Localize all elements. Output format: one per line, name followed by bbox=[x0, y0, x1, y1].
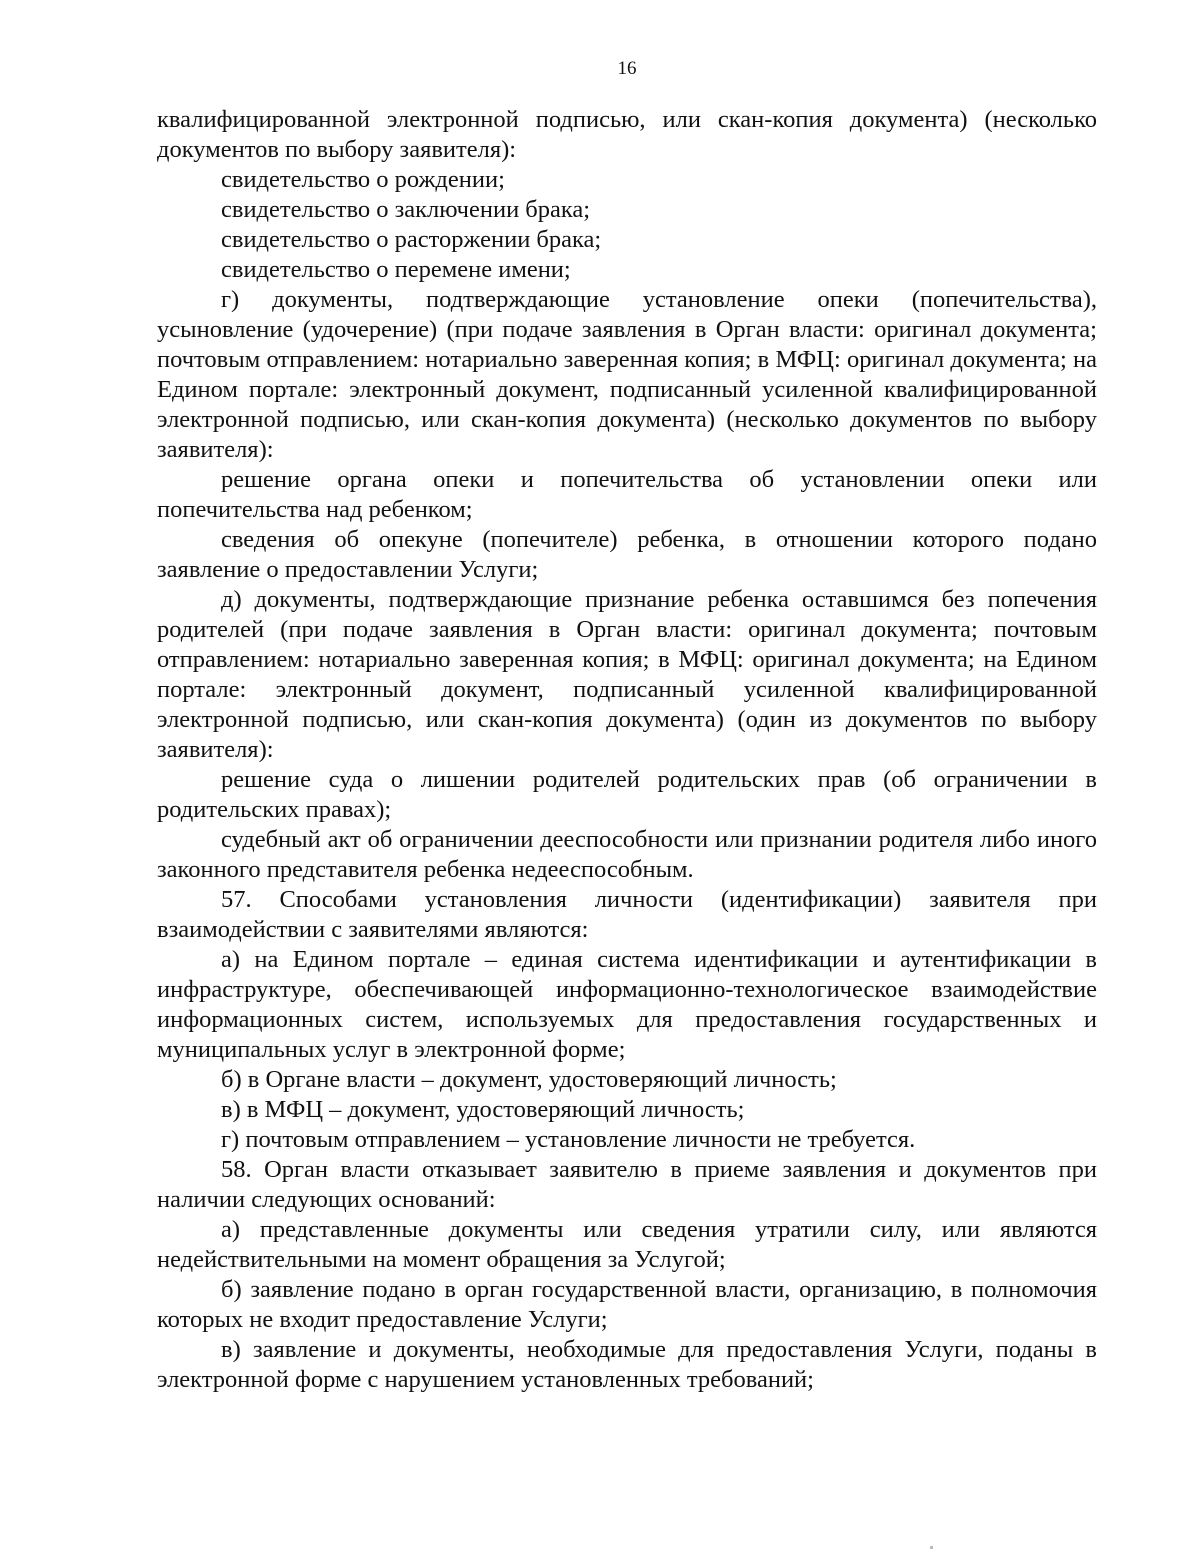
paragraph-court-decision: решение суда о лишении родителей родительских прав (об ограничении в родительских правах); bbox=[157, 766, 1097, 823]
paragraph-57-g: г) почтовым отправлением – установление личности не требуется. bbox=[221, 1126, 916, 1153]
paragraph-58-v: в) заявление и документы, необходимые для предоставления Услуги, поданы в электронной форме с нарушением установленных требований; bbox=[157, 1336, 1097, 1393]
paragraph-divorce-certificate: свидетельство о расторжении брака; bbox=[221, 226, 602, 253]
paragraph-birth-certificate: свидетельство о рождении; bbox=[221, 166, 505, 193]
paragraph-57-a: а) на Едином портале – единая система идентификации и аутентификации в инфраструктуре, обеспечивающей информационно-технологическое взаимодействие информационных систем, используемых для предоставления государственных и муниципальных услуг в электронной форме; bbox=[157, 946, 1097, 1063]
paragraph-continuation: квалифицированной электронной подписью, или скан-копия документа) (несколько документов по выбору заявителя): bbox=[157, 106, 1097, 163]
paragraph-marriage-certificate: свидетельство о заключении брака; bbox=[221, 196, 591, 223]
paragraph-57: 57. Способами установления личности (идентификации) заявителя при взаимодействии с заявителями являются: bbox=[157, 886, 1097, 943]
paragraph-guardian-info: сведения об опекуне (попечителе) ребенка, в отношении которого подано заявление о предоставлении Услуги; bbox=[157, 526, 1097, 583]
page-number: 16 bbox=[617, 58, 637, 79]
paragraph-57-b: б) в Органе власти – документ, удостоверяющий личность; bbox=[221, 1066, 837, 1093]
paragraph-58-a: а) представленные документы или сведения утратили силу, или являются недействительными на момент обращения за Услугой; bbox=[157, 1216, 1097, 1273]
document-body bbox=[157, 105, 1097, 1395]
paragraph-judicial-act: судебный акт об ограничении дееспособности или признании родителя либо иного законного представителя ребенка недееспособным. bbox=[157, 826, 1097, 883]
paragraph-name-change-certificate: свидетельство о перемене имени; bbox=[221, 256, 571, 283]
paragraph-57-v: в) в МФЦ – документ, удостоверяющий личность; bbox=[221, 1096, 745, 1123]
paragraph-58-b: б) заявление подано в орган государственной власти, организацию, в полномочия которых не входит предоставление Услуги; bbox=[157, 1276, 1097, 1333]
paragraph-58: 58. Орган власти отказывает заявителю в приеме заявления и документов при наличии следующих оснований: bbox=[157, 1156, 1097, 1213]
paragraph-item-d-no-parental-care: д) документы, подтверждающие признание ребенка оставшимся без попечения родителей (при подаче заявления в Орган власти: оригинал документа; почтовым отправлением: нотариально заверенная копия; в МФЦ: оригинал документа; на Едином портале: электронный документ, подписанный усиленной квалифицированной электронной подписью, или скан-копия документа) (один из документов по выбору заявителя): bbox=[157, 586, 1097, 763]
paragraph-guardianship-decision: решение органа опеки и попечительства об установлении опеки или попечительства над ребенком; bbox=[157, 466, 1097, 523]
paragraph-item-g-guardianship: г) документы, подтверждающие установление опеки (попечительства), усыновление (удочерение) (при подаче заявления в Орган власти: оригинал документа; почтовым отправлением: нотариально заверенная копия; в МФЦ: оригинал документа; на Едином портале: электронный документ, подписанный усиленной квалифицированной электронной подписью, или скан-копия документа) (несколько документов по выбору заявителя): bbox=[157, 286, 1097, 463]
scan-speck bbox=[930, 1546, 933, 1549]
